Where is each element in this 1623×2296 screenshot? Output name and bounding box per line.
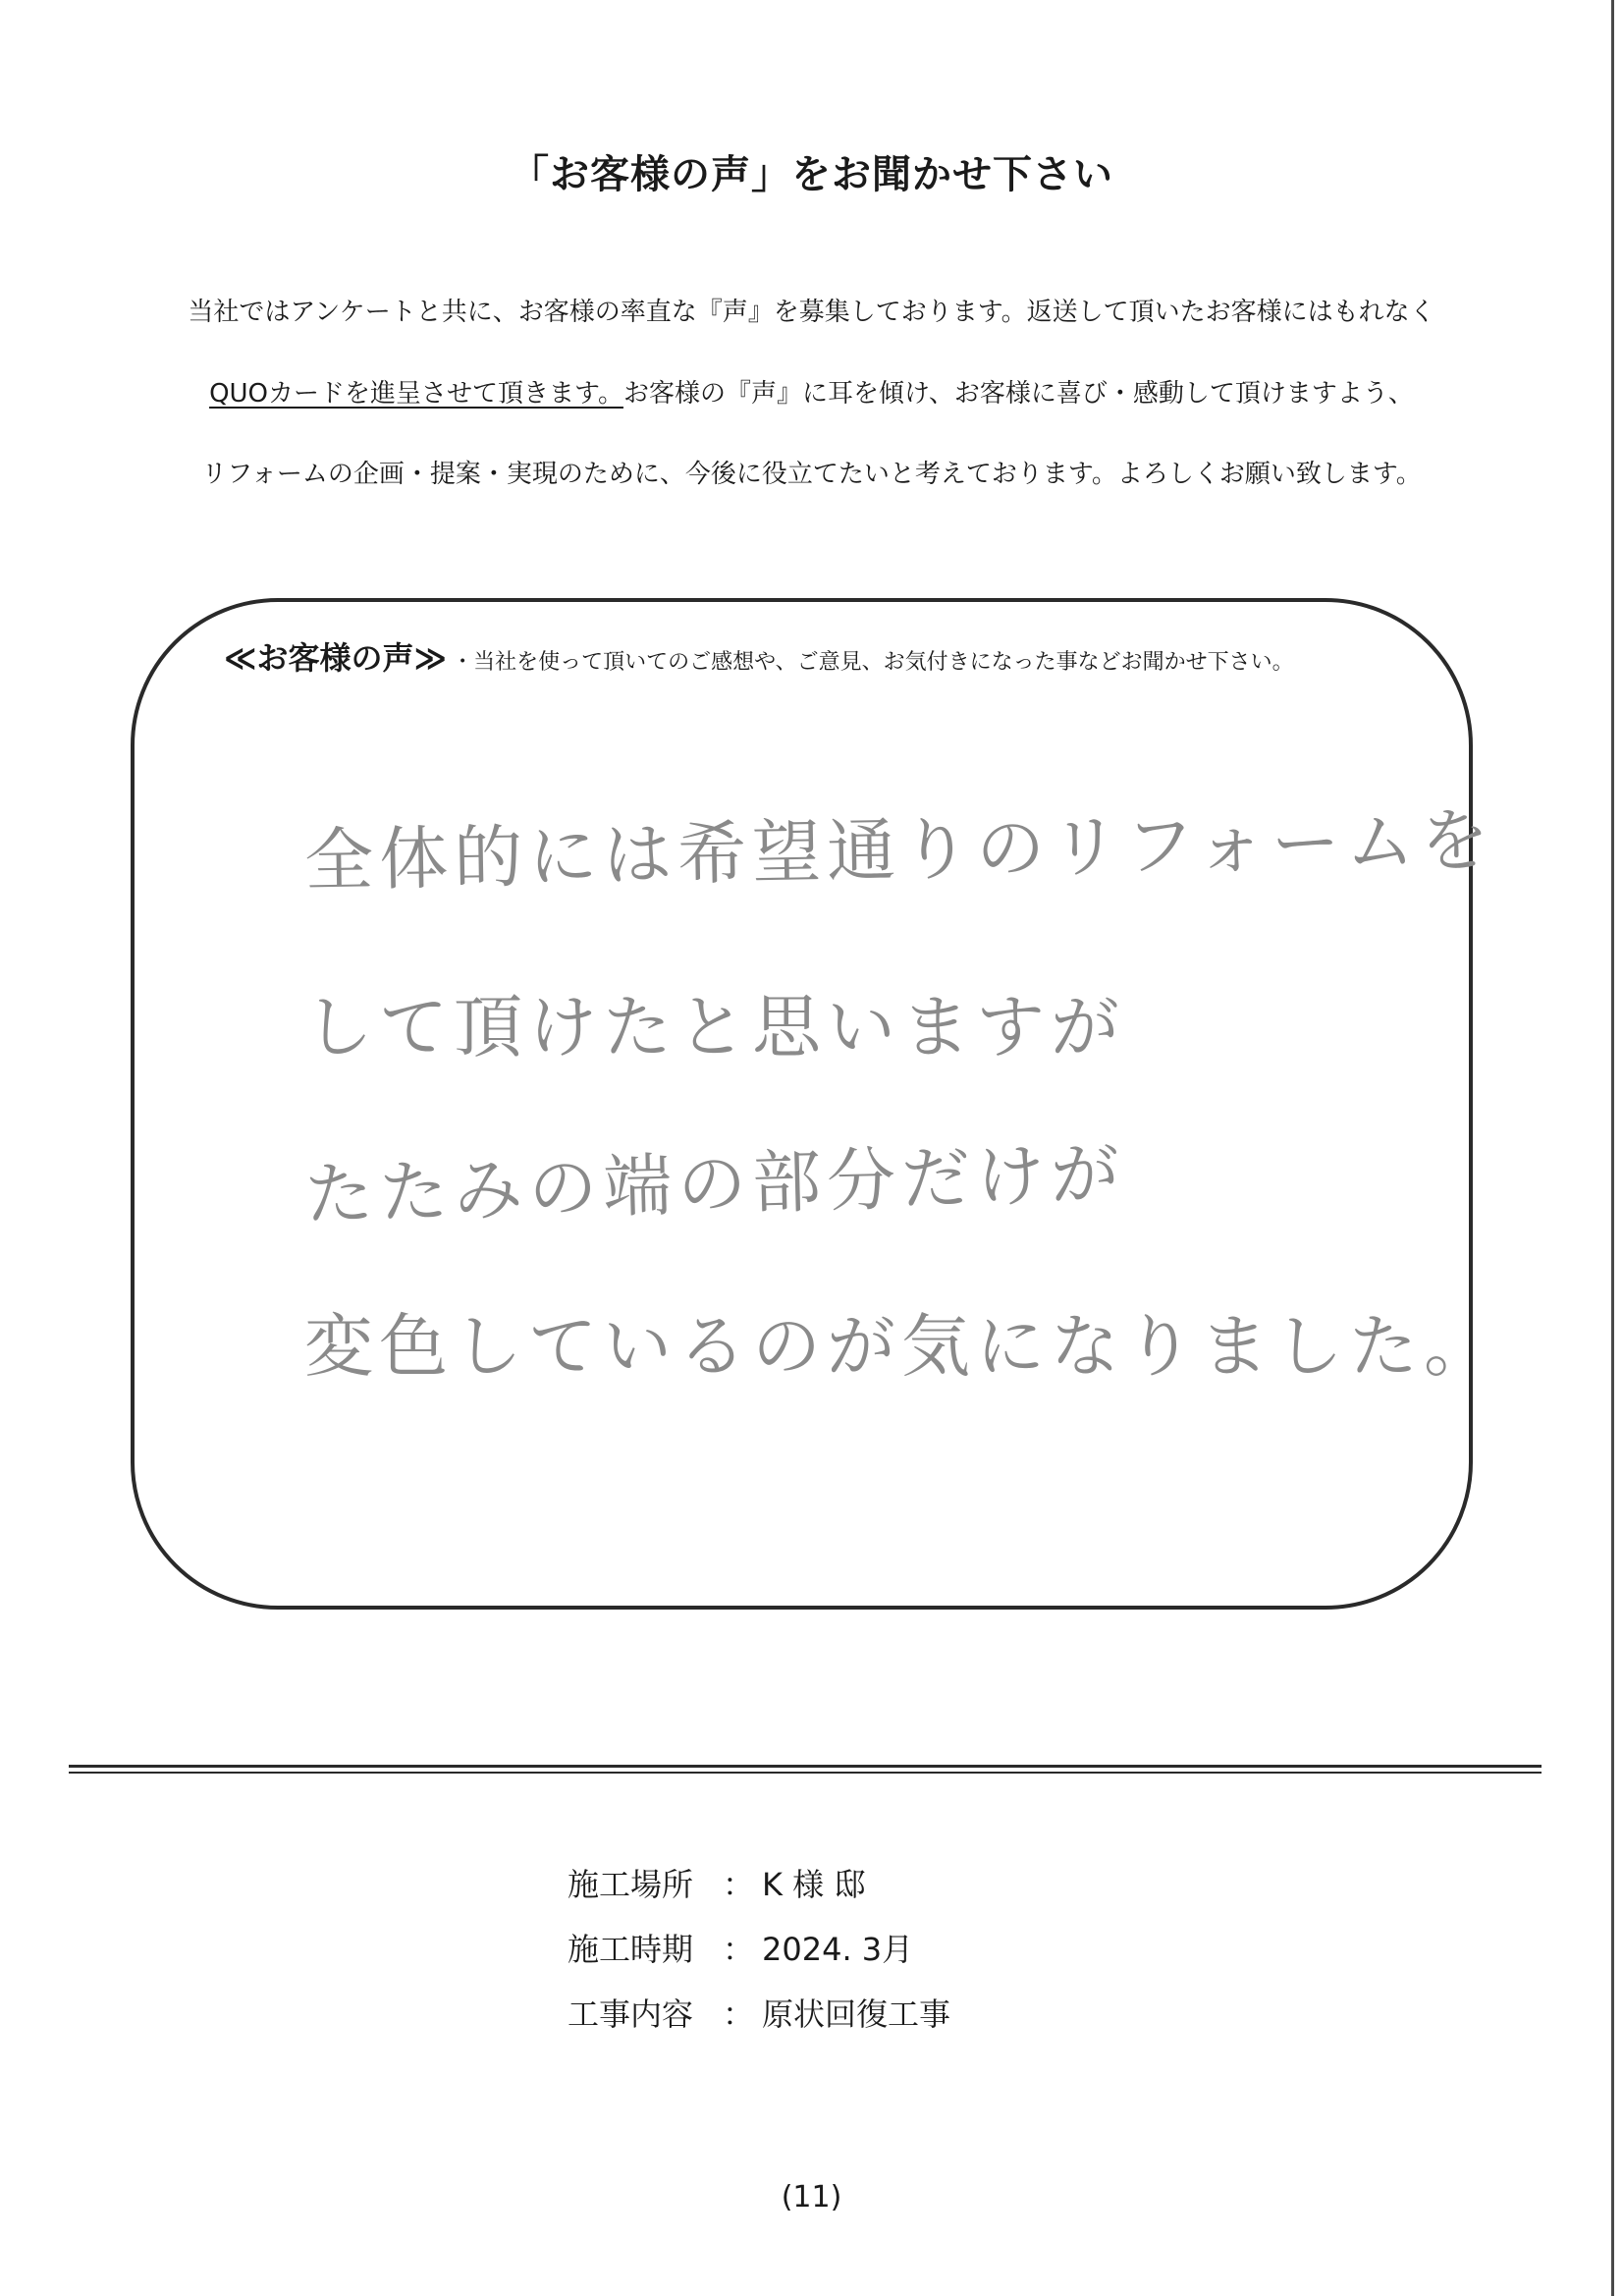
intro-line-2-rest: お客様の『声』に耳を傾け、お客様に喜び・感動して頂けますよう、 — [622, 379, 1414, 409]
work-value: 原状回復工事 — [762, 1995, 951, 2033]
handwritten-line-3: たたみの端の部分だけが — [303, 1133, 1127, 1235]
location-value: K 様 邸 — [762, 1866, 866, 1903]
location-label: 施工場所 — [568, 1866, 694, 1903]
intro-line-3: リフォームの企画・提案・実現のために、今後に役立てたいと考えております。よろしくお願い致します。 — [201, 460, 1422, 489]
period-label: 施工時期 — [568, 1931, 694, 1968]
period-separator: ： — [722, 1931, 754, 1968]
divider-line-top — [69, 1765, 1542, 1768]
location-separator: ： — [722, 1866, 754, 1903]
voice-header — [224, 633, 1294, 679]
intro-line-1: 当社ではアンケートと共に、お客様の率直な『声』を募集しております。返送して頂いたお客様にはもれなく — [188, 298, 1435, 327]
customer-voice-box — [131, 598, 1473, 1610]
info-period — [568, 1925, 913, 1970]
page-edge-line — [1611, 0, 1614, 2296]
handwritten-line-4: 変色しているのが気になりました。 — [304, 1306, 1498, 1387]
work-label: 工事内容 — [568, 1995, 694, 2033]
page-number: (11) — [781, 2180, 842, 2214]
quo-card-notice: QUOカードを進呈させて頂きます。 — [209, 379, 623, 409]
info-location — [568, 1860, 865, 1905]
voice-prompt: ・当社を使って頂いてのご感想や、ご意見、お気付きになった事などお聞かせ下さい。 — [452, 650, 1294, 675]
voice-heading: ≪お客様の声≫ — [224, 639, 448, 677]
page-title: 「お客様の声」をお聞かせ下さい — [510, 152, 1113, 197]
intro-line-2 — [0, 373, 1623, 410]
handwritten-line-1: 全体的には希望通りのリフォームを — [303, 799, 1496, 902]
info-work — [568, 1990, 950, 2035]
handwritten-line-2: して頂けたと思いますが — [304, 987, 1125, 1067]
divider-line-bottom — [69, 1772, 1542, 1774]
period-value: 2024. 3月 — [762, 1931, 914, 1968]
work-separator: ： — [722, 1995, 754, 2033]
